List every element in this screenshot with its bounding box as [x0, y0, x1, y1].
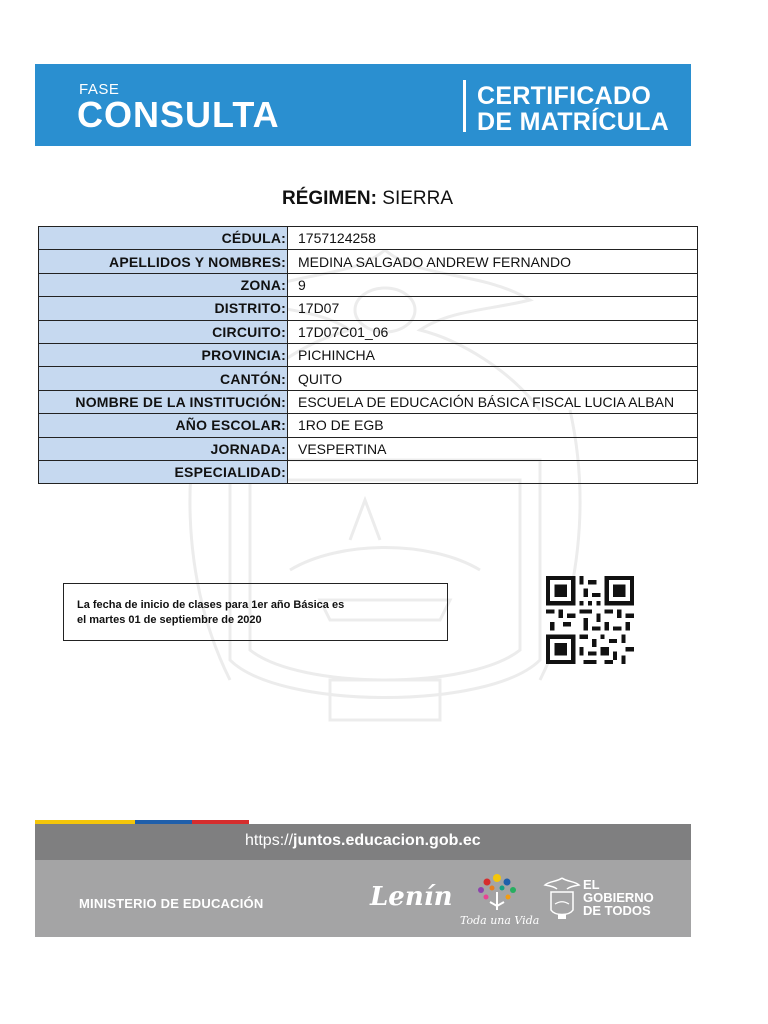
url-domain: juntos.educacion.gob.ec	[293, 832, 481, 849]
table-row	[39, 437, 698, 460]
table-row	[39, 414, 698, 437]
table-row	[39, 460, 698, 483]
field-label: CIRCUITO:	[39, 320, 288, 343]
field-label: CÉDULA:	[39, 227, 288, 250]
gobierno-de-todos-logo	[583, 878, 654, 917]
table-row	[39, 273, 698, 296]
website-link[interactable]	[245, 832, 481, 850]
field-label: APELLIDOS Y NOMBRES:	[39, 250, 288, 273]
certificate-title-line2: DE MATRÍCULA	[477, 108, 670, 136]
field-value: 17D07	[288, 297, 698, 320]
field-value: 17D07C01_06	[288, 320, 698, 343]
footer-logos	[35, 860, 691, 937]
table-row	[39, 367, 698, 390]
notice-line1: La fecha de inicio de clases para 1er año Básica es	[77, 599, 345, 611]
toda-una-vida-text: Toda una Vida	[460, 914, 540, 927]
qr-code-icon	[543, 576, 637, 664]
table-row	[39, 227, 698, 250]
field-label: JORNADA:	[39, 437, 288, 460]
field-value	[288, 460, 698, 483]
start-date-notice	[63, 583, 448, 641]
gob-line1: EL	[583, 877, 600, 892]
gob-line2: GOBIERNO	[583, 890, 654, 905]
lenin-signature-logo: Lenín	[370, 882, 453, 912]
consulta-title: CONSULTA	[77, 94, 280, 135]
table-row	[39, 320, 698, 343]
field-label: CANTÓN:	[39, 367, 288, 390]
field-label: ESPECIALIDAD:	[39, 460, 288, 483]
field-label: PROVINCIA:	[39, 343, 288, 366]
field-label: AÑO ESCOLAR:	[39, 414, 288, 437]
certificate-title-line1: CERTIFICADO	[477, 82, 652, 110]
gob-line3: DE TODOS	[583, 903, 651, 918]
toda-una-vida-logo-icon	[472, 870, 522, 914]
footer-url-bar	[35, 824, 691, 860]
table-row	[39, 390, 698, 413]
field-label: ZONA:	[39, 273, 288, 296]
table-row	[39, 343, 698, 366]
field-value: 1RO DE EGB	[288, 414, 698, 437]
field-value: 9	[288, 273, 698, 296]
table-row	[39, 297, 698, 320]
field-value: VESPERTINA	[288, 437, 698, 460]
ecuador-seal-icon	[543, 876, 581, 920]
banner-divider	[463, 80, 466, 132]
url-prefix: https://	[245, 832, 294, 849]
table-row	[39, 250, 698, 273]
fase-label: FASE	[79, 81, 120, 98]
field-value: ESCUELA DE EDUCACIÓN BÁSICA FISCAL LUCIA ALBAN	[288, 390, 698, 413]
regimen-label: RÉGIMEN:	[281, 188, 377, 209]
field-value: MEDINA SALGADO ANDREW FERNANDO	[288, 250, 698, 273]
ministry-name: MINISTERIO DE EDUCACIÓN	[79, 896, 264, 911]
field-value: QUITO	[288, 367, 698, 390]
field-value: 1757124258	[288, 227, 698, 250]
notice-line2: el martes 01 de septiembre de 2020	[77, 614, 262, 626]
regimen-value: SIERRA	[382, 188, 454, 209]
student-info-table	[38, 226, 698, 484]
regimen-heading	[0, 188, 735, 210]
field-label: DISTRITO:	[39, 297, 288, 320]
field-value: PICHINCHA	[288, 343, 698, 366]
header-banner	[35, 64, 691, 146]
field-label: NOMBRE DE LA INSTITUCIÓN:	[39, 390, 288, 413]
